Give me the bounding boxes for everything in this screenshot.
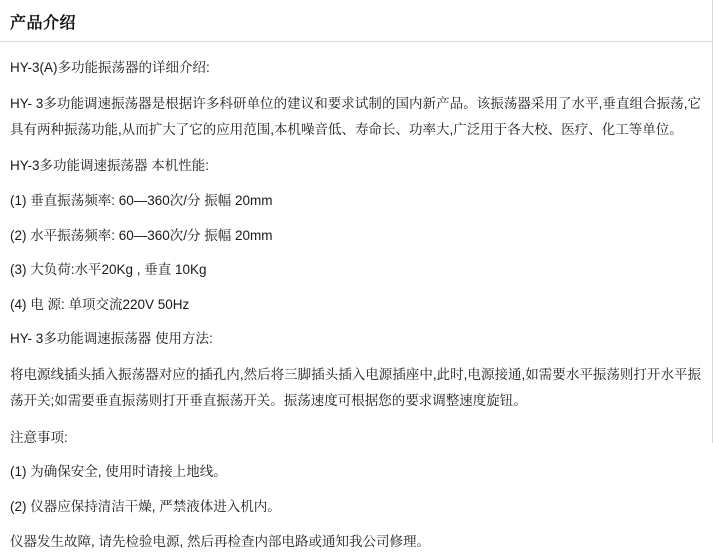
document-body (0, 42, 713, 553)
paragraph-performance-heading: HY-3多功能调速振荡器 本机性能: (10, 154, 701, 178)
paragraph-usage-body: 将电源线插头插入振荡器对应的插孔内,然后将三脚插头插入电源插座中,此时,电源接通,如需要水平振荡则打开水平振荡开关;如需要垂直振荡则打开垂直振荡开关。振荡速度可根据您的要求调整速度旋钮。 (10, 362, 701, 415)
paragraph-repair: 仪器发生故障, 请先检验电源, 然后再检查内部电路或通知我公司修理。 (10, 530, 701, 553)
paragraph-performance-2: (2) 水平振荡频率: 60—360次/分 振幅 20mm (10, 224, 701, 248)
paragraph-performance-3: (3) 大负荷:水平20Kg , 垂直 10Kg (10, 258, 701, 282)
paragraph-intro-body: HY- 3多功能调速振荡器是根据许多科研单位的建议和要求试制的国内新产品。该振荡器采用了水平,垂直组合振荡,它具有两种振荡功能,从而扩大了它的应用范围,本机噪音低、寿命长、功率大,广泛用于各大校、医疗、化工等单位。 (10, 91, 701, 144)
paragraph-usage-heading: HY- 3多功能调速振荡器 使用方法: (10, 327, 701, 351)
paragraph-notice-2: (2) 仪器应保持清洁干燥, 严禁液体进入机内。 (10, 495, 701, 519)
paragraph-intro-heading: HY-3(A)多功能振荡器的详细介绍: (10, 56, 701, 80)
page-title: 产品介绍 (0, 0, 713, 41)
paragraph-notice-heading: 注意事项: (10, 426, 701, 450)
paragraph-performance-4: (4) 电 源: 单项交流220V 50Hz (10, 293, 701, 317)
paragraph-performance-1: (1) 垂直振荡频率: 60—360次/分 振幅 20mm (10, 189, 701, 213)
paragraph-notice-1: (1) 为确保安全, 使用时请接上地线。 (10, 460, 701, 484)
